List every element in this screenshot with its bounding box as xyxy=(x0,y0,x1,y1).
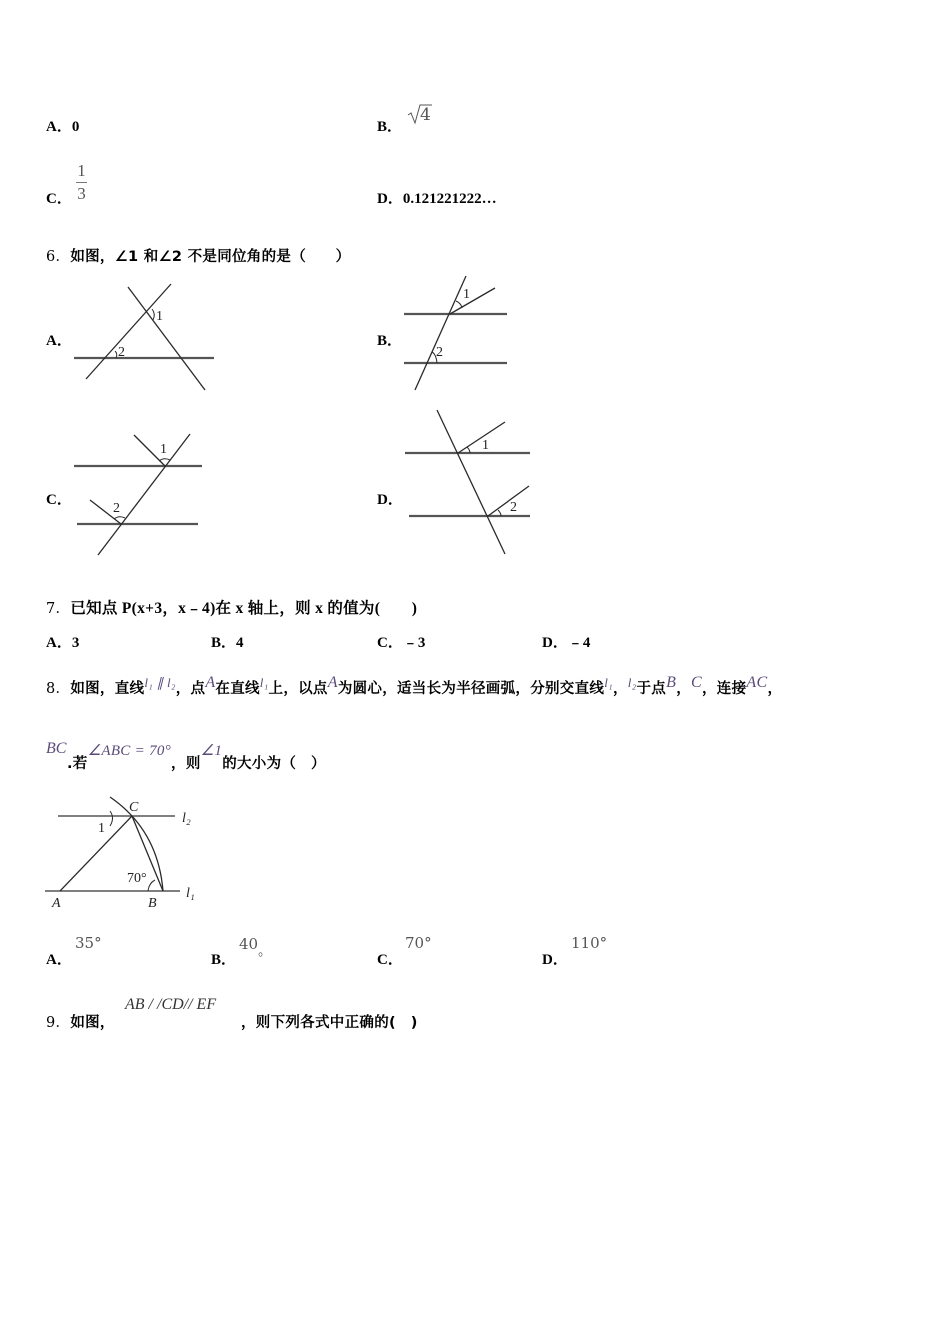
option-label: A． xyxy=(46,635,72,651)
text: 如图， xyxy=(70,1015,115,1031)
angle-1-label: 1 xyxy=(482,438,489,453)
text: 在直线 xyxy=(215,681,260,697)
option-label: C． xyxy=(377,952,403,968)
numerator: 1 xyxy=(77,161,86,180)
math: l₁ ∥ l₂ xyxy=(144,675,176,690)
option-label: C． xyxy=(377,635,403,651)
math: l₁ xyxy=(259,675,269,690)
q8-option-b xyxy=(211,948,236,969)
angle-70-label: 70° xyxy=(127,871,147,886)
q9-parallel-expression: AB / /CD// EF xyxy=(125,996,217,1013)
angle-1-label: 1 xyxy=(98,821,105,836)
text: 上，以点 xyxy=(268,681,328,697)
angle-1-label: 1 xyxy=(160,442,167,457)
text: 为圆心，适当长为半径画弧，分别交直线 xyxy=(337,681,605,697)
math: AC xyxy=(746,674,768,691)
angle-2-label: 2 xyxy=(113,501,120,516)
q6-option-c-label: C． xyxy=(46,492,72,508)
text: ， xyxy=(676,681,691,697)
option-label: B． xyxy=(211,952,237,968)
angle-2-label: 2 xyxy=(436,345,443,360)
option-label: D． xyxy=(377,191,403,207)
q6-option-a-label: A． xyxy=(46,333,72,349)
option-value: 0.121221222… xyxy=(402,191,497,207)
question-number: 6． xyxy=(46,249,71,265)
question-number: 8． xyxy=(46,681,71,697)
text: ， xyxy=(612,681,628,697)
text: ， xyxy=(767,681,783,697)
option-value: 3 xyxy=(71,635,80,651)
math: A xyxy=(205,674,216,691)
question-text: 已知点 P(x+3，x﹣4)在 x 轴上，则 x 的值为( ) xyxy=(70,600,418,617)
q8-option-d-value: 110° xyxy=(571,934,608,952)
angle-1-label: 1 xyxy=(463,287,470,302)
text: 如图，直线 xyxy=(70,681,145,697)
line-l2-label: l₂ xyxy=(182,811,191,826)
option-value: 0 xyxy=(71,119,80,135)
q8-option-a xyxy=(46,948,72,969)
math: A xyxy=(327,674,338,691)
option-label: C． xyxy=(46,191,72,207)
option-label: A． xyxy=(46,119,72,135)
option-value: 40 xyxy=(239,935,259,953)
q9-stem-tail: ，则下列各式中正确的( ) xyxy=(241,1015,418,1031)
option-label: A． xyxy=(46,952,72,968)
q9-stem xyxy=(46,1011,115,1032)
q8-option-d xyxy=(542,948,568,969)
q8-option-a-value: 35° xyxy=(75,934,102,952)
angle-2-label: 2 xyxy=(510,500,517,515)
text: .若 xyxy=(67,756,88,772)
math: ∠ABC = 70° xyxy=(87,743,172,759)
question-number: 9． xyxy=(46,1015,71,1031)
angle-1-label: 1 xyxy=(156,309,163,324)
angle-2-label: 2 xyxy=(118,345,125,360)
point-b-label: B xyxy=(148,896,157,911)
text: 的大小为（ ） xyxy=(222,756,326,772)
option-label: B． xyxy=(377,119,403,135)
q6-option-b-label: B． xyxy=(377,333,403,349)
math: l₂ xyxy=(627,675,637,690)
question-text: 如图，∠1 和∠2 不是同位角的是（ ） xyxy=(70,249,351,265)
q8-option-c-value: 70° xyxy=(405,934,432,952)
radicand: 4 xyxy=(420,105,431,125)
q8-option-c xyxy=(377,948,403,969)
math: ∠1 xyxy=(200,743,223,759)
text: ，则 xyxy=(171,756,201,772)
option-value: ﹣4 xyxy=(567,635,591,651)
option-value: 4 xyxy=(236,635,244,651)
option-label: D． xyxy=(542,952,568,968)
degree-suffix: 。 xyxy=(258,944,272,959)
text: ，连接 xyxy=(701,681,747,697)
question-number: 7． xyxy=(46,601,71,617)
denominator: 3 xyxy=(77,184,86,203)
point-c-label: C xyxy=(129,800,139,815)
math: l₁ xyxy=(604,675,613,690)
q8-option-b-value xyxy=(239,934,272,959)
math: BC xyxy=(46,740,67,757)
option-value: ﹣3 xyxy=(402,635,426,651)
point-a-label: A xyxy=(52,896,61,911)
option-label: B． xyxy=(211,635,237,651)
math: C xyxy=(691,674,702,691)
option-label: D． xyxy=(542,635,568,651)
text: ，点 xyxy=(175,681,206,697)
text: 于点 xyxy=(636,681,667,697)
math: B xyxy=(666,674,677,691)
q6-option-d-label: D． xyxy=(377,492,403,508)
line-l1-label: l₁ xyxy=(186,886,195,901)
